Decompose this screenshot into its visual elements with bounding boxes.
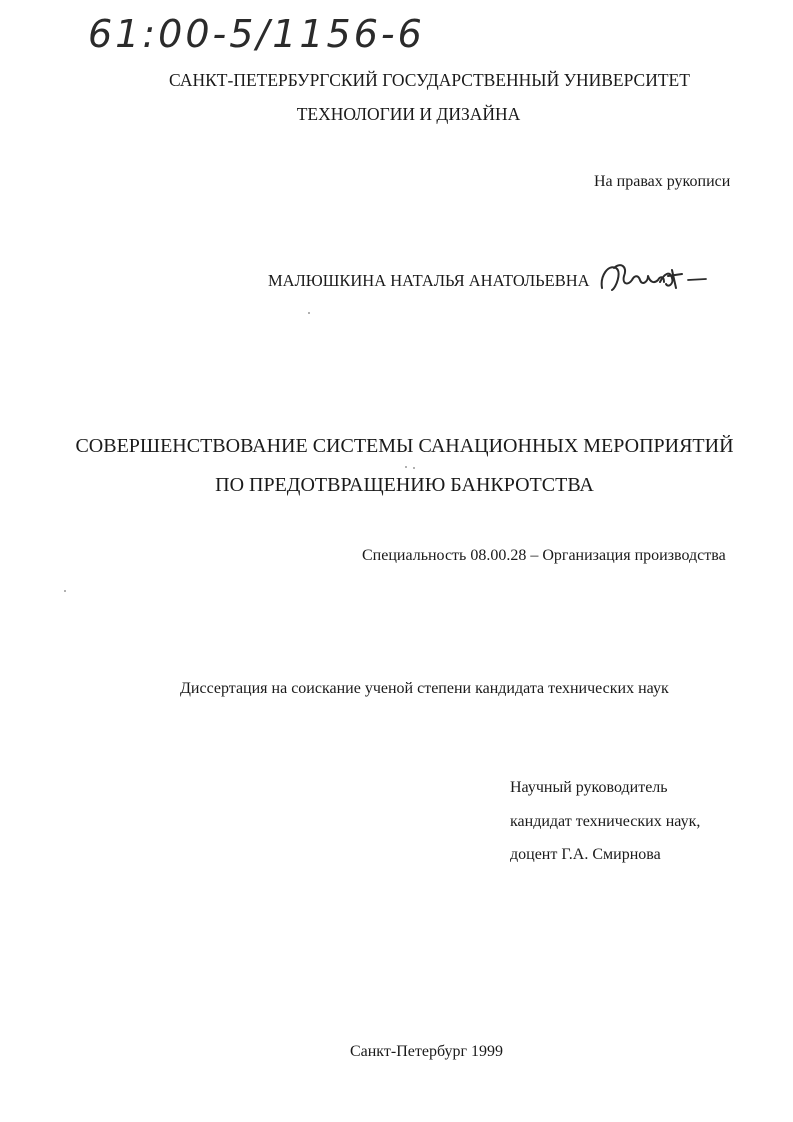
scan-speck: [413, 467, 415, 469]
thesis-title-line2: ПО ПРЕДОТВРАЩЕНИЮ БАНКРОТСТВА: [215, 474, 594, 496]
scan-speck: [405, 466, 407, 468]
university-name-line2: ТЕХНОЛОГИИ И ДИЗАЙНА: [296, 104, 521, 124]
scan-speck: [308, 312, 310, 314]
specialty-line: Специальность 08.00.28 – Организация производства: [362, 547, 726, 564]
scan-speck: [64, 590, 66, 592]
author-signature: [598, 258, 708, 298]
city-year: Санкт-Петербург 1999: [349, 1043, 504, 1060]
author-name: МАЛЮШКИНА НАТАЛЬЯ АНАТОЛЬЕВНА: [268, 271, 590, 290]
dissertation-note: Диссертация на соискание ученой степени кандидата технических наук: [180, 680, 669, 697]
archive-stamp: 61:00-5/1156-6: [88, 12, 425, 56]
supervisor-line2: кандидат технических наук,: [510, 813, 701, 830]
manuscript-note: На правах рукописи: [594, 173, 731, 190]
thesis-title-line1: СОВЕРШЕНСТВОВАНИЕ СИСТЕМЫ САНАЦИОННЫХ МЕРОПРИЯТИЙ: [75, 435, 734, 457]
university-name-line1: САНКТ-ПЕТЕРБУРГСКИЙ ГОСУДАРСТВЕННЫЙ УНИВЕРСИТЕТ: [169, 70, 690, 90]
supervisor-line3: доцент Г.А. Смирнова: [510, 846, 661, 863]
supervisor-line1: Научный руководитель: [510, 779, 668, 796]
